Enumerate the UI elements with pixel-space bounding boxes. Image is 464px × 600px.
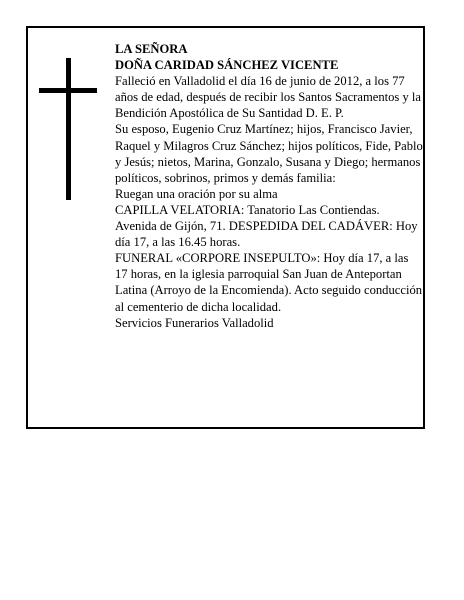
funeral-details: FUNERAL «CORPORE INSEPULTO»: Hoy día 17, a las 17 horas, en la iglesia parroquial San Juan de Anteportan Latina (Arroyo de la Encomienda). Acto seguido conducción al cementerio de dicha localidad. xyxy=(115,251,423,314)
cross-vertical-bar xyxy=(66,58,71,200)
notice-text xyxy=(115,41,423,331)
obituary-notice xyxy=(26,26,425,429)
funeral-services-provider: Servicios Funerarios Valladolid xyxy=(115,315,274,330)
deceased-name: DOÑA CARIDAD SÁNCHEZ VICENTE xyxy=(115,58,339,73)
notice-title: LA SEÑORA xyxy=(115,42,188,56)
wake-details: CAPILLA VELATORIA: Tanatorio Las Contiendas. Avenida de Gijón, 71. DESPEDIDA DEL CADÁVER: Hoy día 17, a las 16.45 horas. xyxy=(115,202,418,250)
prayer-request: Ruegan una oración por su alma xyxy=(115,186,278,201)
death-announcement: Falleció en Valladolid el día 16 de junio de 2012, a los 77 años de edad, después de recibir los Santos Sacramentos y la Bendición Apostólica de Su Santidad D. E. P. xyxy=(115,74,422,121)
cross-horizontal-bar xyxy=(39,88,97,93)
family-list: Su esposo, Eugenio Cruz Martínez; hijos, Francisco Javier, Raquel y Milagros Cruz Sánchez; hijos políticos, Fide, Pablo y Jesús; nietos, Marina, Gonzalo, Susana y Diego; hermanos políticos, sobrinos, primos y demás familia: xyxy=(115,122,423,185)
